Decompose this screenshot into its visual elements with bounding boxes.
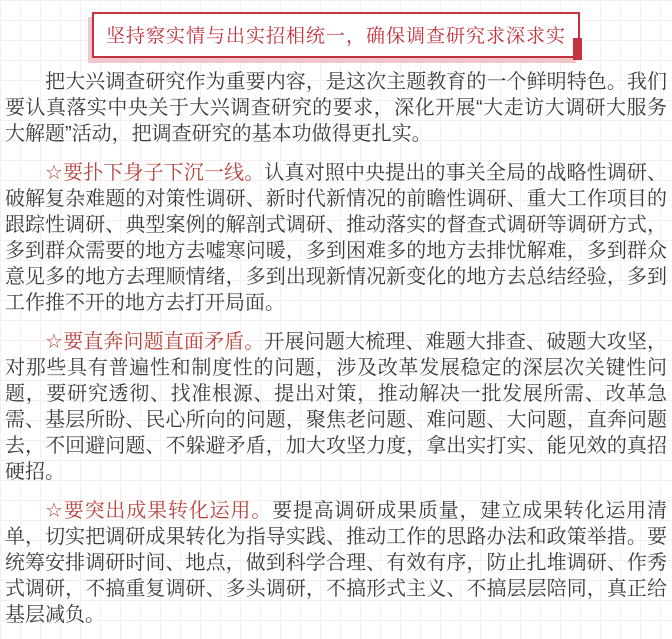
paragraph-text: 要提高调研成果质量，建立成果转化运用清单，切实把调研成果转化为指导实践、推动工作的思路办法和政策举措。要统筹安排调研时间、地点，做到科学合理、有效有序，防止扎堆调研、作秀式调研，不搞重复调研、多头调研，不搞形式主义、不搞层层陪同，真正给基层减负。 [5,500,667,626]
paragraph-lead: ☆要扑下身子下沉一线。 [45,162,265,184]
paragraph [5,329,667,485]
paragraph-lead: ☆要直奔问题直面矛盾。 [45,331,265,353]
page-title: 坚持察实情与出实招相统一，确保调查研究求深求实 [105,26,566,47]
paragraph-text: 认真对照中央提出的事关全局的战略性调研、破解复杂难题的对策性调研、新时代新情况的前瞻性调研、重大工作项目的跟踪性调研、典型案例的解剖式调研、推动落实的督查式调研等调研方式，多到群众需要的地方去嘘寒问暖，多到困难多的地方去排忧解难，多到群众意见多的地方去理顺情绪，多到出现新情况新变化的地方去总结经验，多到工作推不开的地方去打开局面。 [5,162,667,314]
paragraph [5,160,667,316]
title-banner [92,12,580,58]
paragraph [5,69,667,147]
paragraph-lead: ☆要突出成果转化运用。 [45,500,273,522]
paragraph-text: 把大兴调查研究作为重要内容，是这次主题教育的一个鲜明特色。我们要认真落实中央关于大兴调查研究的要求，深化开展“大走访大调研大服务大解题”活动，把调查研究的基本功做得更扎实。 [5,71,667,145]
paragraph-text: 开展问题大梳理、难题大排查、破题大攻坚，对那些具有普遍性和制度性的问题，涉及改革发展稳定的深层次关键性问题，要研究透彻、找准根源、提出对策，推动解决一批发展所需、改革急需、基层所盼、民心所向的问题，聚焦老问题、难问题、大问题，直奔问题去，不回避问题、不躲避矛盾，加大攻坚力度，拿出实打实、能见效的真招硬招。 [5,331,667,483]
article-body [5,69,667,628]
title-accent-bar [573,38,582,60]
paragraph [5,498,667,628]
